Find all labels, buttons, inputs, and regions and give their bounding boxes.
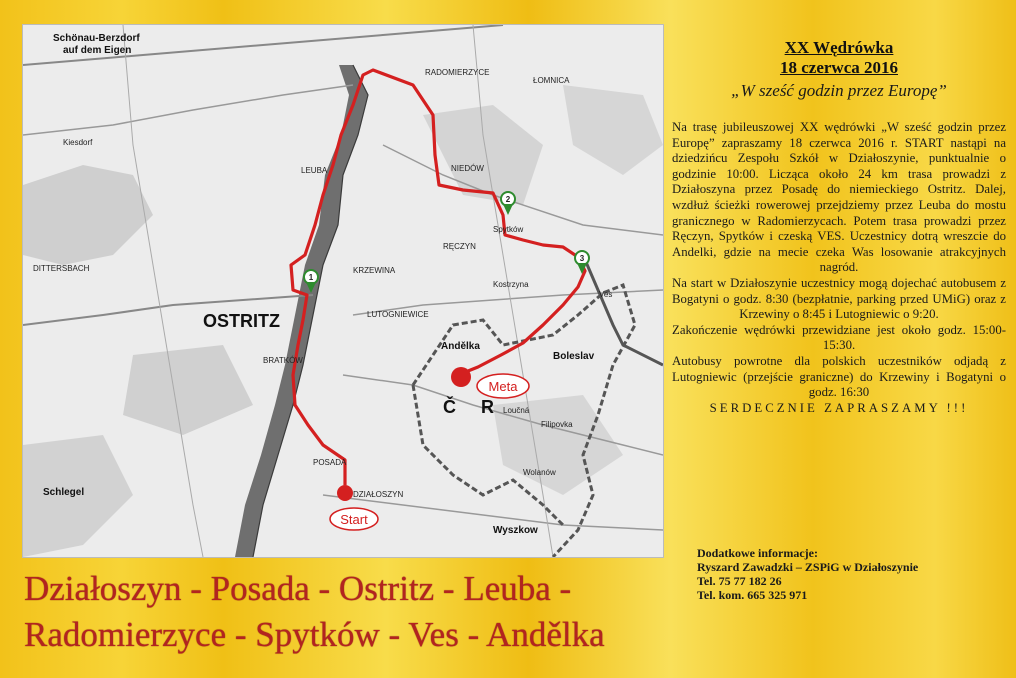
place-louzna: Loučná [503, 406, 530, 415]
place-wyszkow: Wyszkow [493, 525, 538, 536]
contact-info [697, 546, 918, 602]
waypoint-2-label: 2 [505, 195, 511, 204]
start-label: Start [340, 512, 368, 527]
event-date: 18 czerwca 2016 [779, 58, 898, 77]
place-kostrzyna: Kostrzyna [493, 280, 529, 289]
place-ostritz: OSTRITZ [203, 311, 280, 331]
place-schonau2: auf dem Eigen [63, 45, 132, 56]
place-dzialoszyn: DZIAŁOSZYN [353, 490, 404, 499]
cz-label-right: R [481, 397, 494, 417]
meta-dot [451, 367, 471, 387]
route-line-2: Radomierzyce - Spytków - Ves - Andělka [24, 615, 605, 654]
info-heading: Dodatkowe informacje: [697, 546, 818, 560]
place-schonau: Schönau-Berzdorf [53, 33, 140, 44]
description-paragraph: Autobusy powrotne dla polskich uczestników odjadą z Lutogniewic (przejście graniczne) do Krzewiny i Bogatyni o godz. 16:30 [672, 353, 1006, 400]
info-panel [672, 38, 1006, 416]
place-radomierzyce: RADOMIERZYCE [425, 68, 490, 77]
place-schlegel: Schlegel [43, 487, 85, 498]
place-boleslav: Boleslav [553, 351, 595, 362]
route-summary [24, 566, 684, 658]
place-leuba: LEUBA [301, 166, 328, 175]
place-kiesdorf: Kiesdorf [63, 138, 93, 147]
description-paragraph: Na start w Działoszynie uczestnicy mogą dojechać autobusem z Bogatyni o godz. 8:30 (bezpłatnie, parking przed UMiG) oraz z Krzewiny o 8:45 i Lutogniewic o 9:20. [672, 275, 1006, 322]
meta-label: Meta [488, 379, 518, 394]
info-contact: Ryszard Zawadzki – ZSPiG w Działoszynie [697, 560, 919, 574]
place-bratkow: BRATKÓW [263, 356, 303, 365]
route-line-1: Działoszyn - Posada - Ostritz - Leuba - [24, 569, 572, 608]
place-lutogniewice: LUTOGNIEWICE [367, 310, 429, 319]
place-andelka: Andělka [441, 341, 480, 352]
start-dot [337, 485, 353, 501]
place-filipovka: Filipovka [541, 420, 573, 429]
cz-label-left: Č [443, 397, 456, 417]
description-paragraph: Zakończenie wędrówki przewidziane jest około godz. 15:00- 15:30. [672, 322, 1006, 353]
place-reczyn: RĘCZYN [443, 242, 476, 251]
closing-line: SERDECZNIE ZAPRASZAMY !!! [709, 400, 969, 415]
place-wolanow: Wolanów [523, 468, 556, 477]
info-mobile: Tel. kom. 665 325 971 [697, 588, 808, 602]
route-map [22, 24, 664, 558]
place-niedow: NIEDÓW [451, 164, 484, 173]
info-phone: Tel. 75 77 182 26 [697, 574, 782, 588]
waypoint-3-label: 3 [579, 254, 585, 263]
place-dittersbach: DITTERSBACH [33, 264, 90, 273]
place-krzewina: KRZEWINA [353, 266, 396, 275]
place-spytkow: Spytków [493, 225, 524, 234]
map-canvas [23, 25, 663, 557]
place-lomnica: ŁOMNICA [533, 76, 570, 85]
waypoint-1-label: 1 [308, 273, 314, 282]
description [672, 120, 1006, 416]
description-paragraph: Na trasę jubileuszowej XX wędrówki „W sześć godzin przez Europę” zapraszamy 18 czerwca 2016 r. START nastąpi na dziedzińcu Zespołu Szkół w Działoszynie, punktualnie o godzinie 10:00. Licząca około 24 km trasa prowadzi z Działoszyna przez Posadę do niemieckiego Ostritz. Dalej, wzdłuż ścieżki rowerowej przejdziemy przez Leuba do mostu granicznego w Radomierzycach. Potem trasa prowadzi przez Ręczyn, Spytków i czeską VES. Uczestnicy dotrą wreszcie do Andelki, gdzie na mecie czeka Was losowanie atrakcyjnych nagród. [672, 120, 1006, 275]
event-subtitle: „W sześć godzin przez Europę” [731, 81, 947, 100]
place-posada: POSADA [313, 458, 347, 467]
place-ves: Ves [599, 290, 613, 299]
event-title: XX Wędrówka [784, 38, 894, 57]
